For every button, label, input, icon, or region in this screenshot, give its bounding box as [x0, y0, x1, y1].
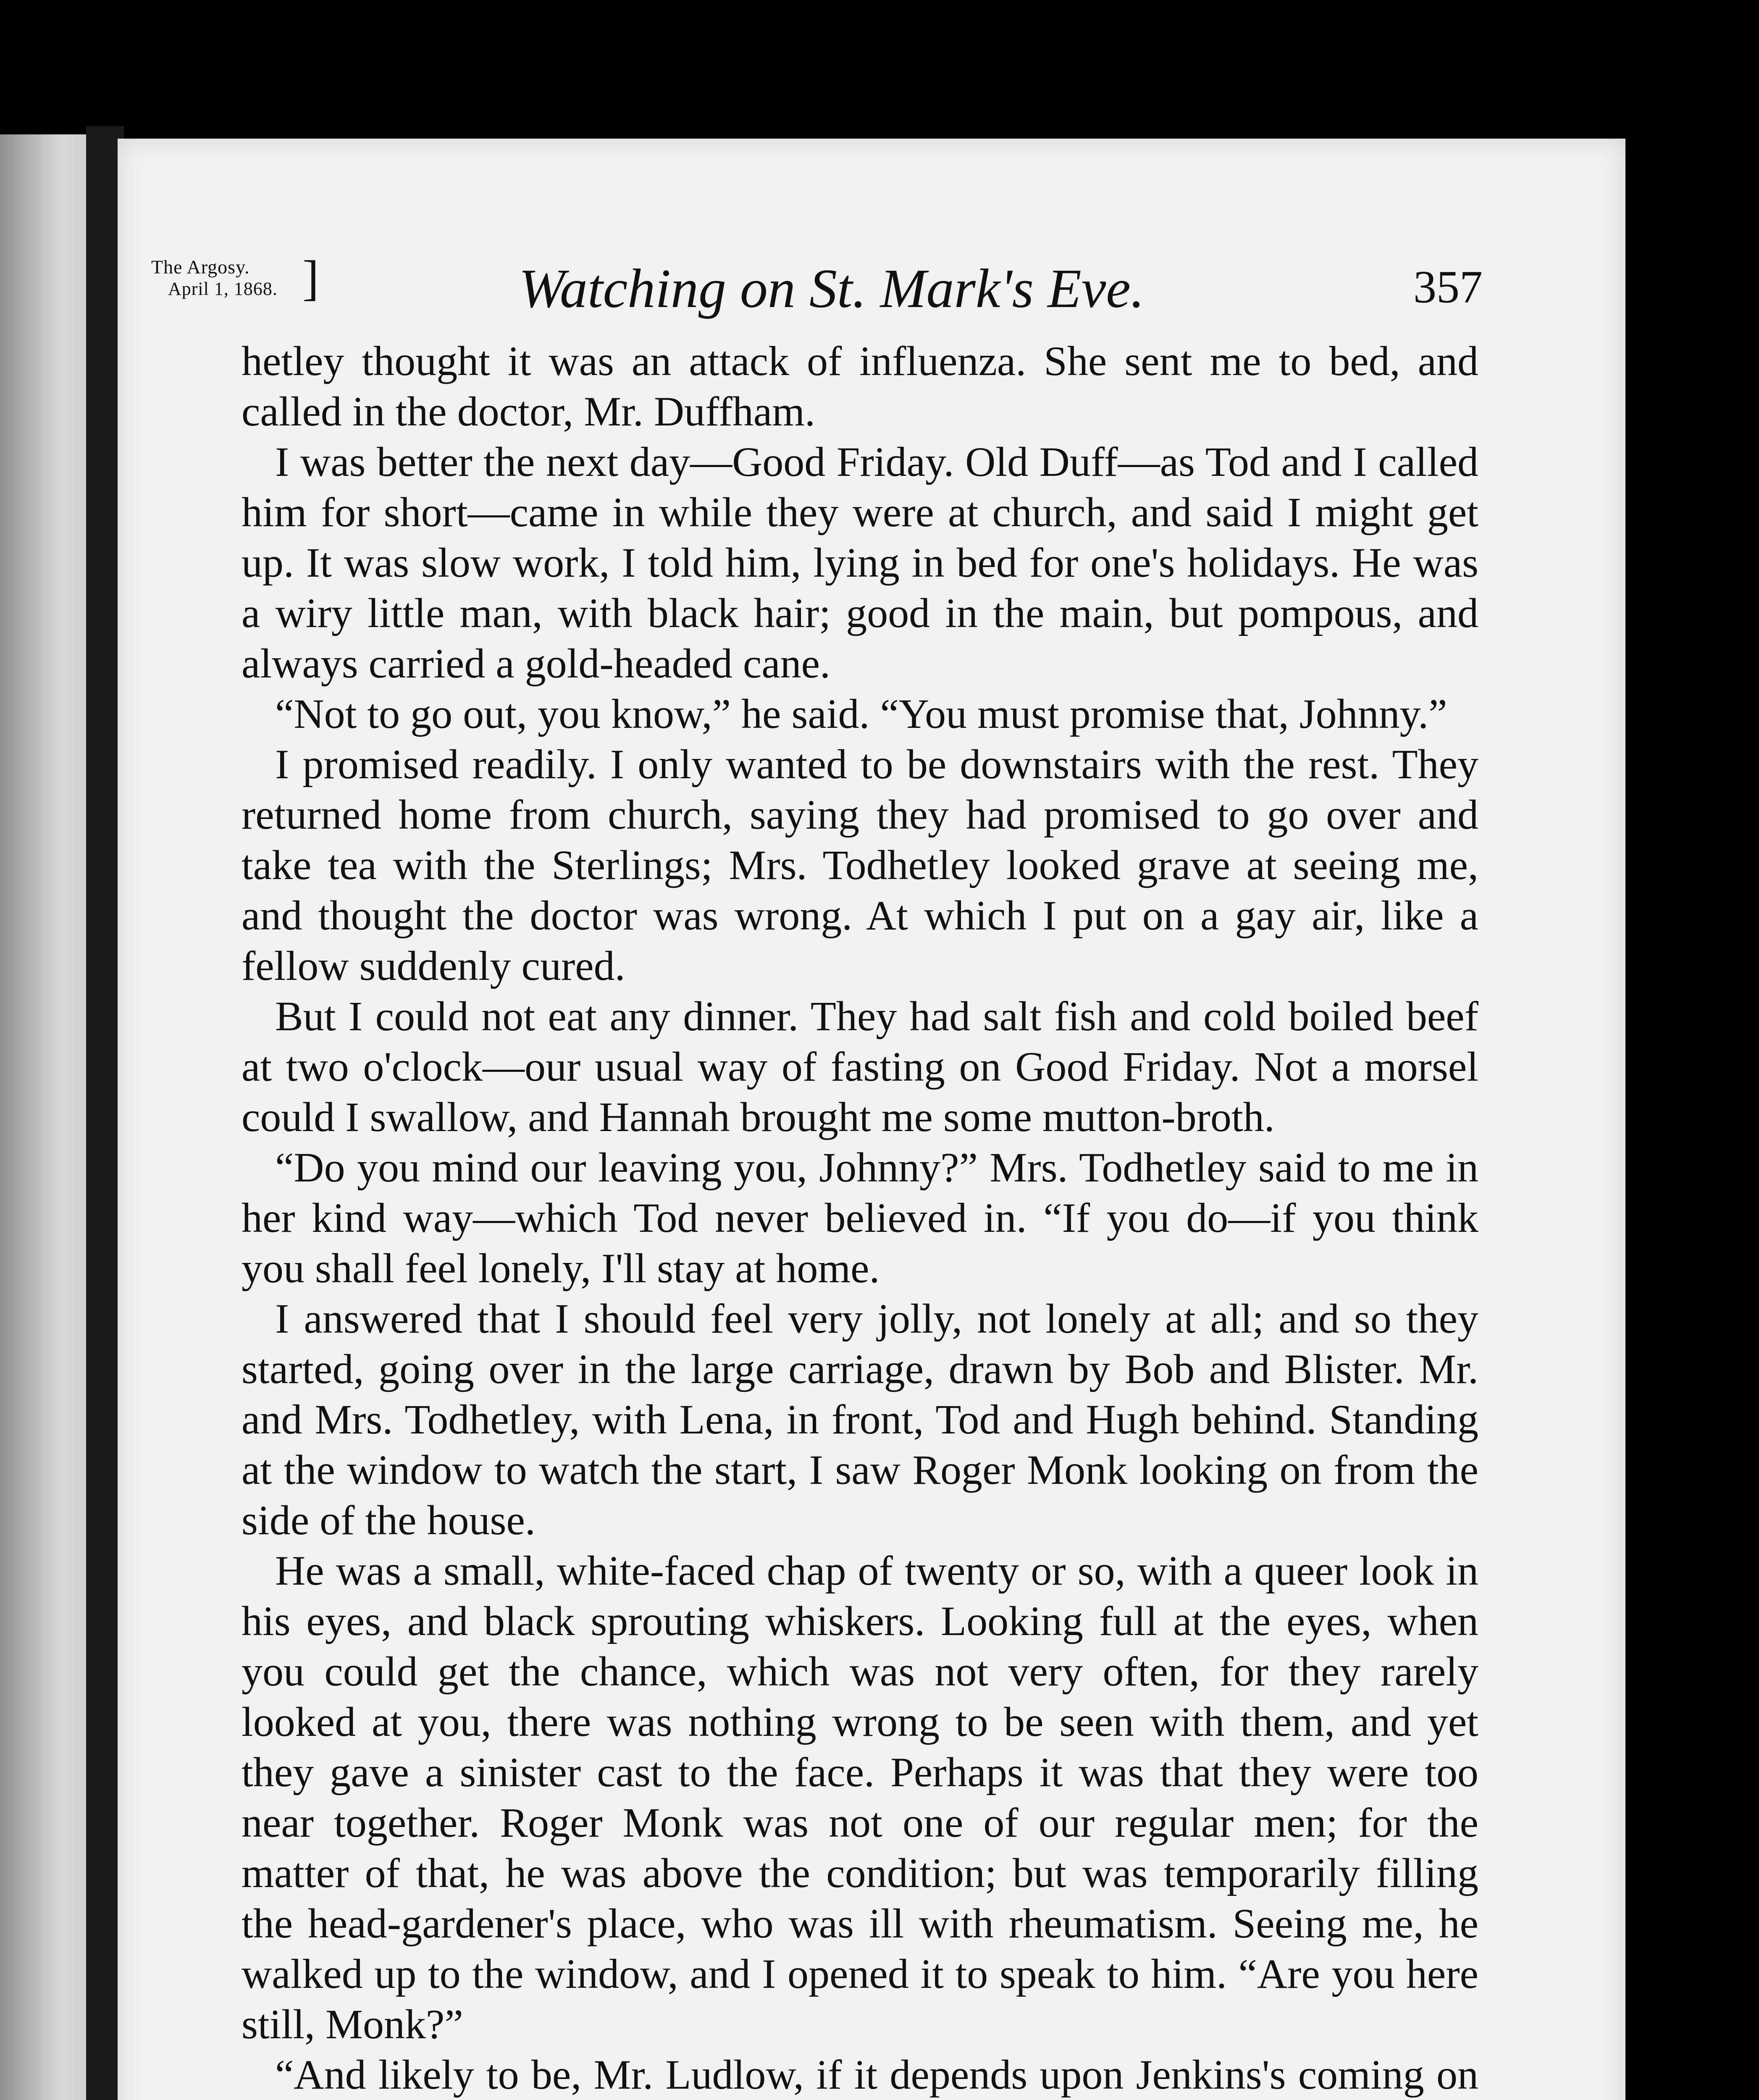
paragraph: He was a small, white-faced chap of twenty or so, with a queer look in his eyes, and black sprouting whiskers. Looking full at the eyes, when you could get the chance, which was not very often, for they rarely looked at you, there was nothing wrong to be seen with them, and yet they gave a sinister cast to the face. Perhaps it was that they were too near together. Roger Monk was not one of our regular men; for the matter of that, he was above the condition; but was temporarily filling the head-gardener's place, who was ill with rheumatism. Seeing me, he walked up to the window, and I opened it to speak to him. “Are you here still, Monk?”	[242, 1547, 1478, 2048]
paragraph: “And likely to be, Mr. Ludlow, if it depends upon Jenkins's coming on	[275, 2051, 1478, 2098]
paragraph: I was better the next day—Good Friday. Old Duff—as Tod and I called him for short—came in while they were at church, and said I might get up. It was slow work, I told him, lying in bed for one's holidays. He was a wiry little man, with black hair; good in the main, but pompous, and always carried a gold-headed cane.	[242, 438, 1478, 687]
journal-name: The Argosy.	[151, 256, 250, 278]
paragraph: hetley thought it was an attack of influenza. She sent me to bed, and called in the doctor, Mr. Duffham.	[242, 338, 1478, 435]
running-head	[151, 248, 1487, 319]
body-text	[242, 336, 1478, 2100]
paragraph: I answered that I should feel very jolly, not lonely at all; and so they started, going over in the large carriage, drawn by Bob and Blister. Mr. and Mrs. Todhetley, with Lena, in front, Tod and Hugh behind. Standing at the window to watch the start, I saw Roger Monk looking on from the side of the house.	[242, 1295, 1478, 1544]
journal-date: April 1, 1868.	[168, 278, 278, 299]
paragraph: “Do you mind our leaving you, Johnny?” Mrs. Todhetley said to me in her kind way—which Tod never believed in. “If you do—if you think you shall feel lonely, I'll stay at home.	[242, 1144, 1478, 1292]
paragraph: I promised readily. I only wanted to be downstairs with the rest. They returned home from church, saying they had promised to go over and take tea with the Sterlings; Mrs. Todhetley looked grave at seeing me, and thought the doctor was wrong. At which I put on a gay air, like a fellow suddenly cured.	[242, 741, 1478, 989]
citation-bracket: ]	[302, 250, 319, 305]
running-title: Watching on St. Mark's Eve.	[519, 257, 1145, 319]
paragraph: But I could not eat any dinner. They had salt fish and cold boiled beef at two o'clock—our usual way of fasting on Good Friday. Not a morsel could I swallow, and Hannah brought me some mutton-broth.	[242, 993, 1478, 1140]
paragraph: “Not to go out, you know,” he said. “You must promise that, Johnny.”	[275, 690, 1447, 737]
page-number: 357	[1413, 261, 1483, 312]
